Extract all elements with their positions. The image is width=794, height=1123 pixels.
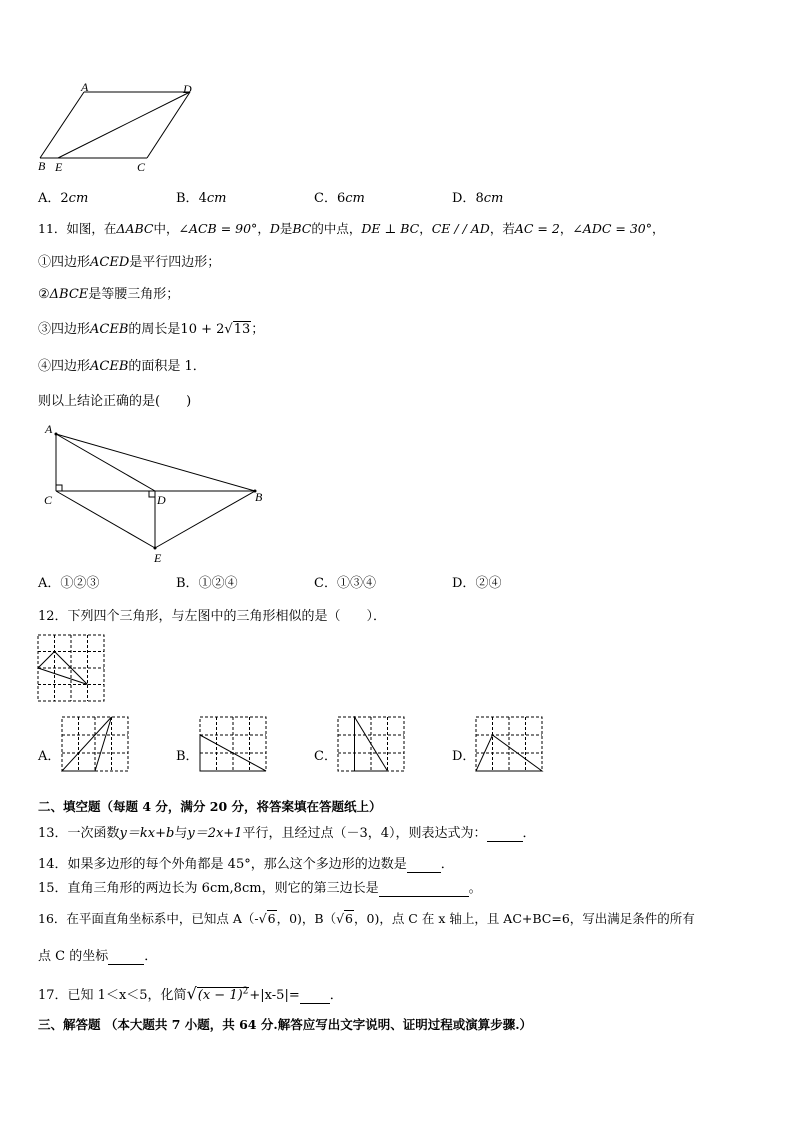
segment-AD bbox=[56, 434, 155, 491]
section-2-title: 二、填空题（每题 4 分，满分 20 分，将答案填在答题纸上） bbox=[38, 799, 382, 814]
option-letter: A． bbox=[38, 191, 61, 206]
q12-option-c-grid[interactable] bbox=[337, 716, 407, 774]
q13-text: 与 bbox=[174, 826, 188, 841]
q16-line-2 bbox=[38, 945, 157, 965]
sqrt-symbol: √ bbox=[258, 911, 267, 926]
q16-answer-blank[interactable] bbox=[108, 949, 144, 965]
stmt-text: ② bbox=[38, 287, 50, 302]
q12-reference-grid bbox=[37, 634, 107, 704]
q11-ac: AC = 2 bbox=[514, 221, 560, 236]
q14-answer-blank[interactable] bbox=[407, 857, 441, 873]
q11-ask: 则以上结论正确的是( ) bbox=[38, 394, 192, 409]
q13-function-1: y＝kx+b bbox=[119, 826, 175, 841]
stmt-text: ③四边形 bbox=[38, 322, 91, 337]
label-B: B bbox=[38, 159, 46, 173]
label-E: E bbox=[55, 160, 63, 174]
q11-option-d[interactable] bbox=[452, 572, 501, 591]
right-angle-D bbox=[149, 491, 155, 497]
q16-text: ，0)，点 C 在 x 轴上，且 AC+BC=6，写出满足条件的所有 bbox=[354, 911, 695, 926]
sqrt-symbol: √ bbox=[224, 322, 233, 337]
q11-text: ， bbox=[652, 221, 665, 236]
q17-exponent: 2 bbox=[242, 986, 249, 997]
label-A: A bbox=[81, 80, 89, 94]
q17-radicand-wrap bbox=[197, 987, 250, 1003]
q12-option-a-label[interactable]: A． bbox=[38, 749, 61, 764]
q11-statement-4 bbox=[38, 355, 206, 374]
stmt-name: ACEB bbox=[90, 322, 129, 337]
q16-radicand: 6 bbox=[345, 911, 353, 926]
option-unit: cm bbox=[68, 191, 89, 206]
q11-angle-acb: ∠ACB = 90° bbox=[178, 221, 258, 236]
q13-function-2: y＝2x+1 bbox=[187, 826, 243, 841]
figure-q11 bbox=[40, 420, 280, 570]
q10-option-b[interactable] bbox=[176, 187, 226, 206]
q11-text: ， bbox=[419, 221, 432, 236]
q16-text: ． bbox=[144, 949, 158, 964]
point-a bbox=[55, 433, 58, 436]
q11-statement-2 bbox=[38, 283, 179, 302]
q16-text: ，0)，B（ bbox=[276, 911, 337, 926]
stmt-name: ACEB bbox=[90, 359, 129, 374]
q10-option-c[interactable] bbox=[314, 187, 365, 206]
q16-text: 点 C 的坐标 bbox=[38, 949, 109, 964]
stmt-text: ①四边形 bbox=[38, 255, 91, 270]
q12-option-b-grid[interactable] bbox=[199, 716, 269, 774]
option-value: 8 bbox=[475, 191, 484, 206]
q15-answer-blank[interactable] bbox=[379, 881, 469, 897]
q11-text: 的中点， bbox=[311, 221, 362, 236]
q11-text: 中， bbox=[153, 221, 179, 236]
label-A: A bbox=[45, 422, 53, 436]
q11-option-a[interactable] bbox=[38, 572, 99, 591]
q13 bbox=[38, 822, 536, 842]
label-C: C bbox=[44, 493, 53, 507]
q11-parallel: CE / / AD bbox=[431, 221, 490, 236]
q11-text: ， bbox=[559, 221, 573, 236]
option-letter: D． bbox=[452, 576, 476, 591]
q14 bbox=[38, 853, 454, 873]
segment-AB bbox=[56, 434, 255, 491]
q12-option-d-label[interactable]: D． bbox=[452, 749, 476, 764]
option-value: 6 bbox=[336, 191, 346, 206]
q17 bbox=[38, 984, 343, 1004]
stmt-radicand: 13 bbox=[233, 322, 251, 337]
stmt-text: 是等腰三角形； bbox=[88, 287, 180, 302]
option-letter: C． bbox=[314, 191, 337, 206]
q11-triangle: ΔABC bbox=[116, 221, 154, 236]
option-letter: B． bbox=[176, 576, 199, 591]
q12-option-c-label[interactable]: C． bbox=[314, 749, 337, 764]
q11-option-b[interactable] bbox=[176, 572, 238, 591]
label-D: D bbox=[157, 493, 166, 507]
figure-q10-parallelogram bbox=[30, 80, 210, 176]
q12-option-d-grid[interactable] bbox=[475, 716, 545, 774]
q17-radicand: (x − 1) bbox=[197, 988, 243, 1003]
q12-stem: 12．下列四个三角形，与左图中的三角形相似的是（ ）． bbox=[38, 609, 387, 624]
option-letter: A． bbox=[38, 576, 61, 591]
q11-text: 如图，在 bbox=[66, 221, 117, 236]
q11-angle-adc: ∠ADC = 30° bbox=[572, 221, 652, 236]
q14-text: 14．如果多边形的每个外角都是 45°，那么这个多边形的边数是 bbox=[38, 857, 407, 872]
q11-text: ，若 bbox=[489, 221, 515, 236]
stmt-text: 的周长是 bbox=[128, 322, 181, 337]
stmt-value: 10 + 2 bbox=[180, 322, 225, 337]
side-DC bbox=[147, 92, 190, 158]
q13-text: 平行，且经过点（－3，4），则表达式为： bbox=[242, 826, 487, 841]
stmt-text: 是平行四边形； bbox=[129, 255, 221, 270]
q12-option-b-label[interactable]: B． bbox=[176, 749, 199, 764]
segment-EB bbox=[155, 491, 255, 548]
option-unit: cm bbox=[345, 191, 365, 206]
q11-text: 是 bbox=[279, 221, 293, 236]
option-value: 2 bbox=[60, 191, 69, 206]
option-letter: C． bbox=[314, 576, 337, 591]
q16-line-1 bbox=[38, 909, 695, 927]
q15-text: 15．直角三角形的两边长为 6cm,8cm，则它的第三边长是 bbox=[38, 881, 379, 896]
q10-option-a[interactable] bbox=[38, 187, 88, 206]
q11-statement-1 bbox=[38, 251, 220, 270]
option-value: ①②④ bbox=[198, 576, 238, 591]
stmt-name: ΔBCE bbox=[49, 287, 89, 302]
triangle-a bbox=[62, 717, 112, 771]
q13-text: 13．一次函数 bbox=[38, 826, 120, 841]
q11-text: ， bbox=[257, 221, 270, 236]
q17-text: 17．已知 1＜x＜5，化简 bbox=[38, 988, 187, 1003]
q15-text: 。 bbox=[468, 881, 482, 896]
option-letter: D． bbox=[452, 191, 476, 206]
q11-statement-3 bbox=[38, 318, 264, 337]
q10-option-d[interactable] bbox=[452, 187, 503, 206]
q11-option-c[interactable] bbox=[314, 572, 376, 591]
label-E: E bbox=[154, 551, 162, 565]
section-3-title: 三、解答题 （本大题共 7 小题，共 64 分.解答应写出文字说明、证明过程或演算步骤.） bbox=[38, 1017, 533, 1032]
label-C: C bbox=[137, 160, 146, 174]
right-angle-C bbox=[56, 485, 62, 491]
q11-perp: DE ⊥ BC bbox=[361, 221, 420, 236]
option-unit: cm bbox=[483, 191, 504, 206]
segment-CE bbox=[56, 491, 155, 548]
q15 bbox=[38, 877, 482, 897]
option-value: ②④ bbox=[475, 576, 502, 591]
q12-option-a-grid[interactable] bbox=[61, 716, 131, 774]
q13-text: ． bbox=[522, 826, 536, 841]
q11-number: 11． bbox=[38, 221, 67, 236]
label-D: D bbox=[183, 82, 192, 96]
stmt-text: 的面积是 1． bbox=[128, 359, 206, 374]
q11-stem bbox=[38, 219, 665, 237]
option-value: ①③④ bbox=[336, 576, 376, 591]
q11-segment-bc: BC bbox=[292, 221, 312, 236]
option-value: 4 bbox=[198, 191, 207, 206]
stmt-text: ④四边形 bbox=[38, 359, 91, 374]
q17-answer-blank[interactable] bbox=[300, 988, 330, 1004]
q16-radicand: 6 bbox=[267, 911, 276, 926]
q13-answer-blank[interactable] bbox=[487, 826, 523, 842]
q17-text: ． bbox=[329, 988, 343, 1003]
point-e bbox=[154, 547, 157, 550]
sqrt-symbol: √ bbox=[336, 911, 345, 926]
q17-text: +|x-5|= bbox=[249, 988, 300, 1003]
stmt-name: ACED bbox=[90, 255, 130, 270]
option-letter: B． bbox=[176, 191, 199, 206]
option-unit: cm bbox=[206, 191, 227, 206]
q11-point-d: D bbox=[269, 221, 280, 236]
option-value: ①②③ bbox=[60, 576, 100, 591]
label-B: B bbox=[255, 490, 263, 504]
sqrt-symbol: √ bbox=[186, 984, 197, 1003]
q14-text: ． bbox=[440, 857, 454, 872]
q16-text: 16．在平面直角坐标系中，已知点 A（- bbox=[38, 911, 259, 926]
stmt-text: ； bbox=[251, 322, 265, 337]
